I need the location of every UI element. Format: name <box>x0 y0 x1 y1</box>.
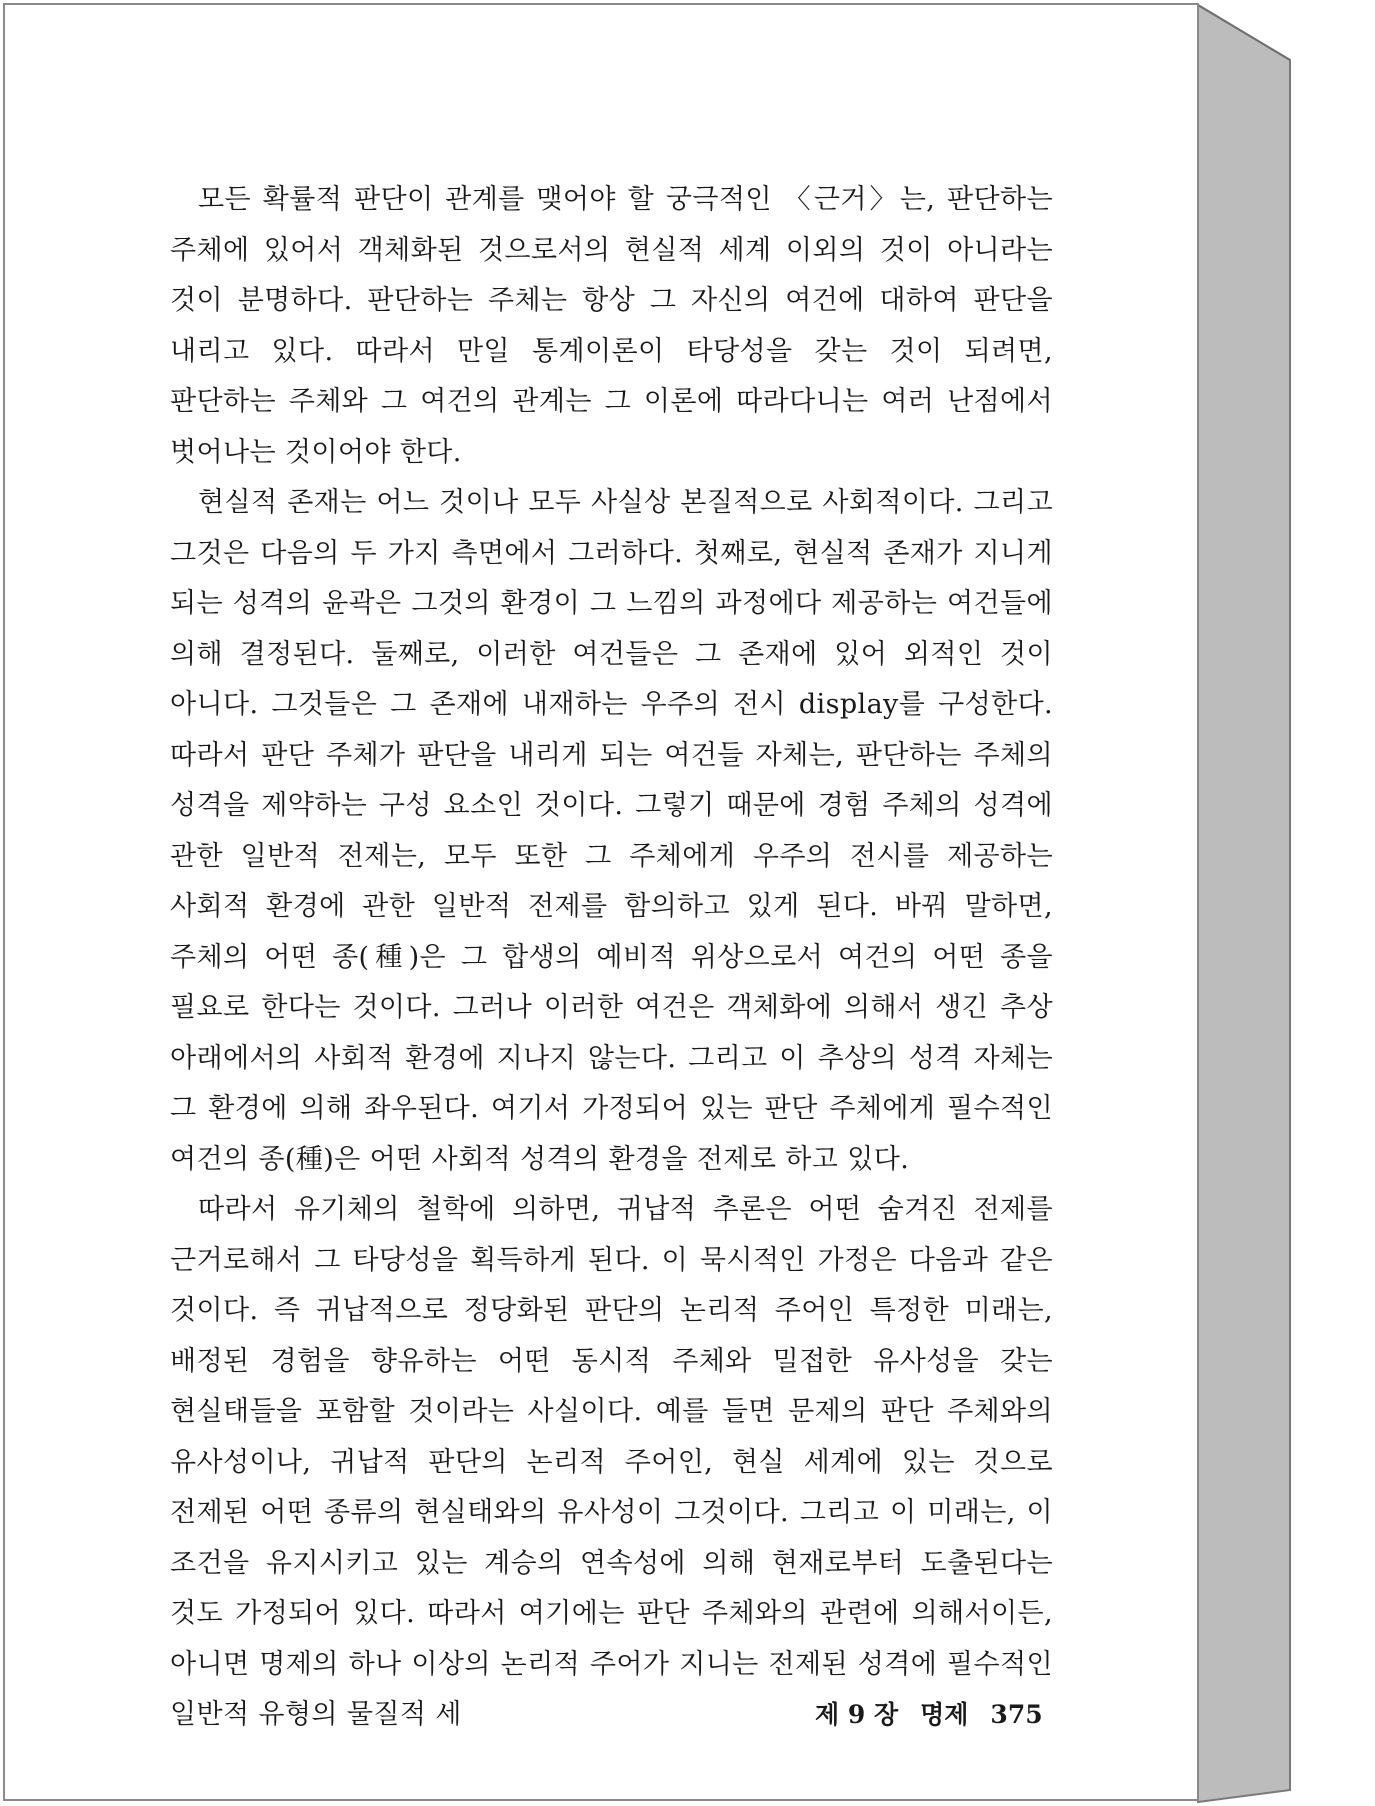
paragraph-1: 모든 확률적 판단이 관계를 맺어야 할 궁극적인 〈근거〉는, 판단하는 주체에 있어서 객체화된 것으로서의 현실적 세계 이외의 것이 아니라는 것이 분명하다. 판단하는 주체는 항상 그 자신의 여건에 대하여 판단을 내리고 있다. 따라서 만일 통계이론이 타당성을 갖는 것이 되려면, 판단하는 주체와 그 여건의 관계는 그 이론에 따라다니는 여러 난점에서 벗어나는 것이어야 한다. <box>170 184 1053 468</box>
chapter-label: 제 9 장 <box>815 1700 899 1729</box>
body-text <box>170 175 1053 1741</box>
paragraph-2: 현실적 존재는 어느 것이나 모두 사실상 본질적으로 사회적이다. 그리고 그것은 다음의 두 가지 측면에서 그러하다. 첫째로, 현실적 존재가 지니게 되는 성격의 윤곽은 그것의 환경이 그 느낌의 과정에다 제공하는 여건들에 의해 결정된다. 둘째로, 이러한 여건들은 그 존재에 있어 외적인 것이 아니다. 그것들은 그 존재에 내재하는 우주의 전시 display를 구성한다. 따라서 판단 주체가 판단을 내리게 되는 여건들 자체는, 판단하는 주체의 성격을 제약하는 구성 요소인 것이다. 그렇기 때문에 경험 주체의 성격에 관한 일반적 전제는, 모두 또한 그 주체에게 우주의 전시를 제공하는 사회적 환경에 관한 일반적 전제를 함의하고 있게 된다. 바꿔 말하면, 주체의 어떤 종(種)은 그 합생의 예비적 위상으로서 여건의 어떤 종을 필요로 한다는 것이다. 그러나 이러한 여건은 객체화에 의해서 생긴 추상 아래에서의 사회적 환경에 지나지 않는다. 그리고 이 추상의 성격 자체는 그 환경에 의해 좌우된다. 여기서 가정되어 있는 판단 주체에게 필수적인 여건의 종(種)은 어떤 사회적 성격의 환경을 전제로 하고 있다. <box>170 487 1054 1175</box>
book-page <box>3 3 1199 1801</box>
section-label: 명제 <box>920 1700 969 1729</box>
page-number: 375 <box>990 1700 1043 1729</box>
paragraph-3: 따라서 유기체의 철학에 의하면, 귀납적 추론은 어떤 숨겨진 전제를 근거로해서 그 타당성을 획득하게 된다. 이 묵시적인 가정은 다음과 같은 것이다. 즉 귀납적으로 정당화된 판단의 논리적 주어인 특정한 미래는, 배정된 경험을 향유하는 어떤 동시적 주체와 밀접한 유사성을 갖는 현실태들을 포함할 것이라는 사실이다. 예를 들면 문제의 판단 주체와의 유사성이나, 귀납적 판단의 논리적 주어인, 현실 세계에 있는 것으로 전제된 어떤 종류의 현실태와의 유사성이 그것이다. 그리고 이 미래는, 이 조건을 유지시키고 있는 계승의 연속성에 의해 현재로부터 도출된다는 것도 가정되어 있다. 따라서 여기에는 판단 주체와의 관련에 의해서이든, 아니면 명제의 하나 이상의 논리적 주어가 지니는 전제된 성격에 필수적인 일반적 유형의 물질적 세 <box>170 1194 1053 1730</box>
page-footer <box>815 1695 1043 1731</box>
